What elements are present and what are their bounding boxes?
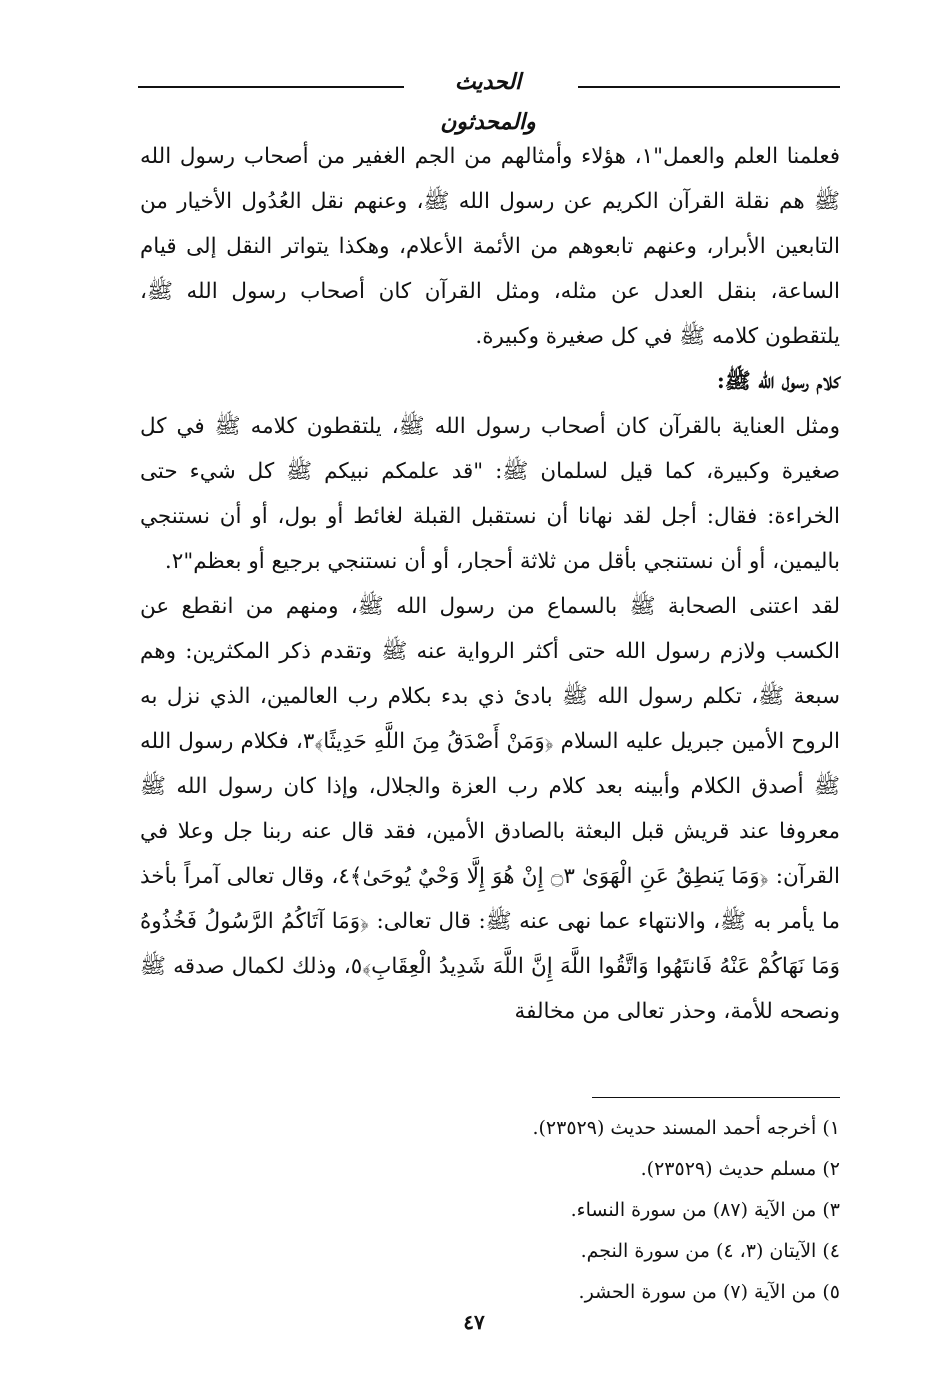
section-heading: كلام رسول الله ﷺ: <box>716 369 840 394</box>
page-number: ٤٧ <box>463 1310 485 1334</box>
paragraph-1: فعلمنا العلم والعمل"١، هؤلاء وأمثالهم من الجم الغفير من أصحاب رسول الله ﷺ هم نقلة القرآن الكريم عن رسول الله ﷺ، وعنهم نقل العُدُول الأخيار من التابعين الأبرار، وعنهم تابعوهم من الأئمة الأعلام، وهكذا يتواتر النقل إلى قيام الساعة، بنقل العدل عن مثله، ومثل القرآن كان أصحاب رسول الله ﷺ، يلتقطون كلامه ﷺ في كل صغيرة وكبيرة. <box>140 144 840 349</box>
paragraph-2: ومثل العناية بالقرآن كان أصحاب رسول الله ﷺ، يلتقطون كلامه ﷺ في كل صغيرة وكبيرة، كما قيل لسلمان ﷺ: "قد علمكم نبيكم ﷺ كل شيء حتى الخراءة: فقال: أجل لقد نهانا أن نستقبل القبلة لغائط أو بول، أو أن نستنجي باليمين، أو أن نستنجي بأقل من ثلاثة أحجار، أو أن نستنجي برجيع أو بعظم"٢. <box>140 414 840 574</box>
header-title: الحديث والمحدثون <box>440 69 536 135</box>
footnote-3: ٣) من الآية (٨٧) من سورة النساء. <box>570 1199 840 1221</box>
header-rule-right <box>578 86 840 88</box>
header-rule-left <box>138 86 404 88</box>
footnote-1: ١) أخرجه أحمد المسند حديث (٢٣٥٢٩). <box>532 1117 840 1139</box>
paragraph-3: لقد اعتنى الصحابة ﷺ بالسماع من رسول الله ﷺ، ومنهم من انقطع عن الكسب ولازم رسول الله حتى أكثر الرواية عنه ﷺ وتقدم ذكر المكثرين: وهم سبعة ﷺ، تكلم رسول الله ﷺ بادئ ذي بدء بكلام رب العالمين، الذي نزل به الروح الأمين جبريل عليه السلام ﴿وَمَنْ أَصْدَقُ مِنَ اللَّهِ حَدِيثًا﴾٣، فكلام رسول الله ﷺ أصدق الكلام وأبينه بعد كلام رب العزة والجلال، وإذا كان رسول الله ﷺ معروفا عند قريش قبل البعثة بالصادق الأمين، فقد قال عنه ربنا جل وعلا في القرآن: ﴿وَمَا يَنطِقُ عَنِ الْهَوَىٰ ۝٣ إِنْ هُوَ إِلَّا وَحْيٌ يُوحَىٰ﴾٤، وقال تعالى آمراً بأخذ ما يأمر به ﷺ، والانتهاء عما نهى عنه ﷺ: قال تعالى: ﴿وَمَا آتَاكُمُ الرَّسُولُ فَخُذُوهُ وَمَا نَهَاكُمْ عَنْهُ فَانتَهُوا وَاتَّقُوا اللَّهَ إِنَّ اللَّهَ شَدِيدُ الْعِقَابِ﴾٥، وذلك لكمال صدقه ﷺ ونصحه للأمة، وحذر تعالى من مخالفة <box>140 594 841 1024</box>
main-text <box>140 134 840 1034</box>
footnotes <box>140 1108 840 1313</box>
footnote-separator <box>592 1097 840 1098</box>
running-header <box>138 62 840 135</box>
footnote-2: ٢) مسلم حديث (٢٣٥٢٩). <box>640 1158 840 1180</box>
footnote-5: ٥) من الآية (٧) من سورة الحشر. <box>578 1281 840 1303</box>
footnote-4: ٤) الآيتان (٣، ٤) من سورة النجم. <box>580 1240 840 1262</box>
